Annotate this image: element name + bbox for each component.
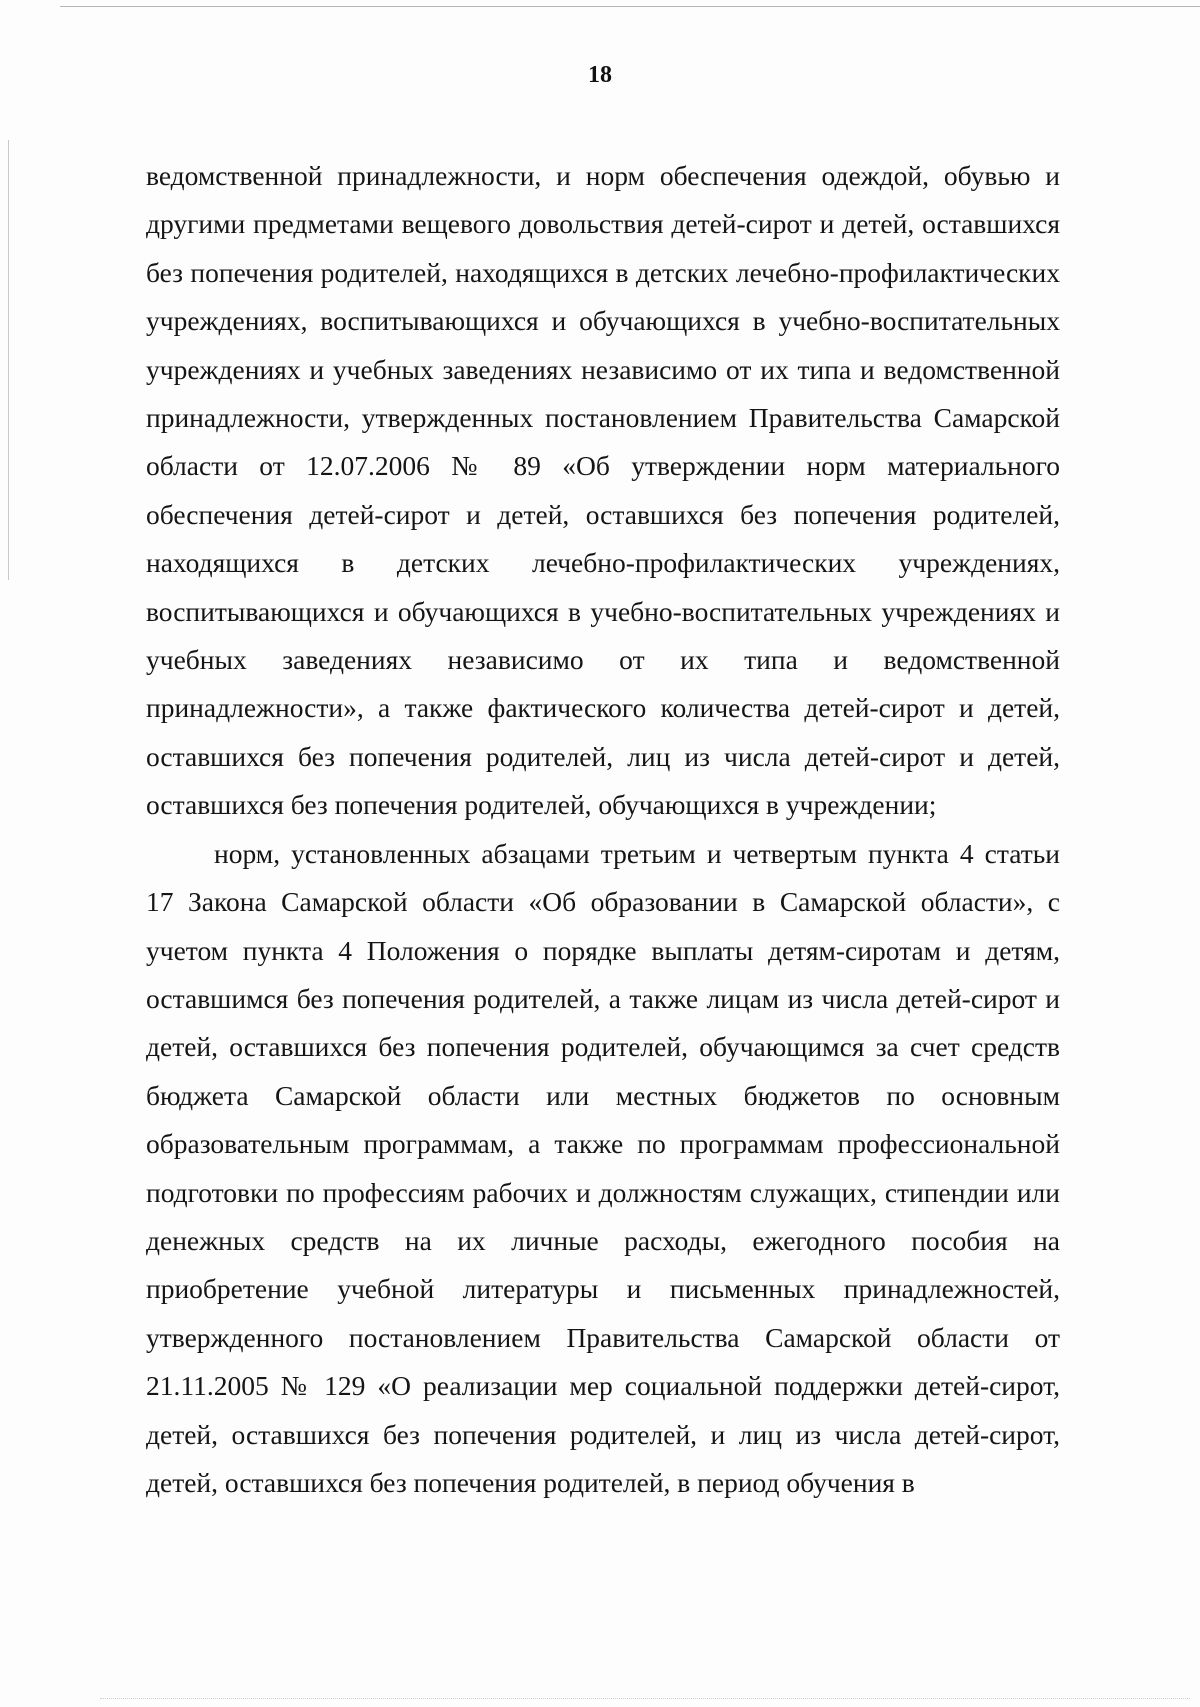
scan-top-edge	[60, 6, 1200, 7]
scan-bottom-edge	[100, 1698, 1190, 1701]
paragraph-2: норм, установленных абзацами третьим и четвертым пункта 4 статьи 17 Закона Самарской области «Об образовании в Самарской области», с учетом пункта 4 Положения о порядке выплаты детям-сиротам и детям, оставшимся без попечения родителей, а также лицам из числа детей-сирот и детей, оставшихся без попечения родителей, обучающимся за счет средств бюджета Самарской области или местных бюджетов по основным образовательным программам, а также по программам профессиональной подготовки по профессиям рабочих и должностям служащих, стипендии или денежных средств на их личные расходы, ежегодного пособия на приобретение учебной литературы и письменных принадлежностей, утвержденного постановлением Правительства Самарской области от 21.11.2005 № 129 «О реализации мер социальной поддержки детей-сирот, детей, оставшихся без попечения родителей, и лиц из числа детей-сирот, детей, оставшихся без попечения родителей, в период обучения в	[146, 837, 1060, 1498]
document-body	[146, 152, 1060, 1507]
page-number: 18	[588, 62, 612, 88]
scan-left-edge	[8, 140, 9, 580]
paragraph-1: ведомственной принадлежности, и норм обеспечения одеждой, обувью и другими предметами вещевого довольствия детей-сирот и детей, оставшихся без попечения родителей, находящихся в детских лечебно-профилактических учреждениях, воспитывающихся и обучающихся в учебно-воспитательных учреждениях и учебных заведениях независимо от их типа и ведомственной принадлежности, утвержденных постановлением Правительства Самарской области от 12.07.2006 № 89 «Об утверждении норм материального обеспечения детей-сирот и детей, оставшихся без попечения родителей, находящихся в детских лечебно-профилактических учреждениях, воспитывающихся и обучающихся в учебно-воспитательных учреждениях и учебных заведениях независимо от их типа и ведомственной принадлежности», а также фактического количества детей-сирот и детей, оставшихся без попечения родителей, лиц из числа детей-сирот и детей, оставшихся без попечения родителей, обучающихся в учреждении;	[146, 160, 1060, 821]
